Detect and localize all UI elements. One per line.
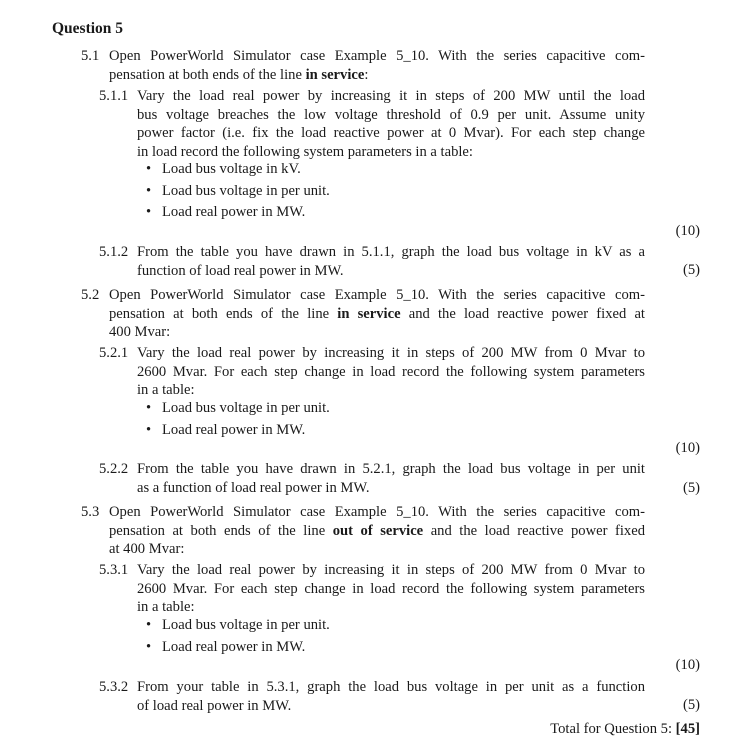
q521-text — [137, 344, 645, 400]
bullet-text: Load bus voltage in per unit. — [162, 400, 330, 416]
bullet-text: Load bus voltage in per unit. — [162, 183, 330, 199]
bullet-icon: • — [146, 161, 152, 177]
q53-number: 5.3 — [81, 504, 100, 520]
q532-number: 5.3.2 — [99, 679, 129, 695]
question-title: Question 5 — [52, 20, 124, 37]
q531-bullet-1 — [146, 616, 330, 634]
total-label: Total for Question 5: — [550, 721, 673, 737]
q53-out-of-service: out of service — [332, 522, 424, 539]
bullet-icon: • — [146, 422, 152, 438]
q531-line3: in a table: — [137, 599, 195, 616]
q51-text — [109, 47, 645, 84]
q511-text — [137, 87, 645, 161]
q51-line2 — [109, 66, 645, 85]
q532-text — [137, 678, 645, 715]
q522-line1: From the table you have drawn in 5.2.1, graph the load bus voltage in per unit — [137, 461, 645, 477]
question-total — [550, 720, 700, 738]
q52-in-service: in service — [337, 305, 401, 322]
q53-line3: at 400 Mvar: — [109, 541, 185, 558]
q53-text — [109, 503, 645, 559]
bullet-text: Load bus voltage in per unit. — [162, 617, 330, 633]
q511-line1: Vary the load real power by increasing it in steps of 200 MW until the load — [137, 88, 645, 104]
q531-number: 5.3.1 — [99, 562, 129, 578]
q511-number: 5.1.1 — [99, 88, 129, 104]
q531-line1: Vary the load real power by increasing it in steps of 200 MW from 0 Mvar to — [137, 562, 645, 578]
q52-line3: 400 Mvar: — [109, 324, 171, 341]
q51-line1: Open PowerWorld Simulator case Example 5_10. With the series capacitive com- — [109, 48, 645, 64]
q531-text — [137, 561, 645, 617]
q512-text — [137, 243, 645, 280]
q531-line2: 2600 Mvar. For each step change in load record the following system parameters — [137, 580, 645, 597]
q531-marks: (10) — [675, 657, 700, 673]
q521-line1: Vary the load real power by increasing it in steps of 200 MW from 0 Mvar to — [137, 345, 645, 361]
bullet-text: Load real power in MW. — [162, 639, 306, 655]
q52-line2-pre: pensation at both ends of the line — [109, 305, 338, 322]
q51-line2-post: : — [364, 66, 369, 83]
q522-line2: as a function of load real power in MW. — [137, 479, 370, 496]
q512-number: 5.1.2 — [99, 244, 129, 260]
q511-bullet-1 — [146, 160, 301, 178]
q52-line2 — [109, 305, 645, 324]
q522-text — [137, 460, 645, 497]
q512-line2: function of load real power in MW. — [137, 262, 344, 279]
q51-in-service: in service — [305, 66, 365, 83]
q53-line2-post: and the load reactive power fixed — [423, 522, 645, 539]
q53-line2 — [109, 522, 645, 541]
q511-bullet-2 — [146, 182, 330, 200]
q512-marks: (5) — [682, 262, 700, 278]
bullet-text: Load real power in MW. — [162, 204, 306, 220]
q521-line2: 2600 Mvar. For each step change in load record the following system parameters — [137, 363, 645, 380]
q51-line2-pre: pensation at both ends of the line — [109, 66, 306, 83]
q521-bullet-1 — [146, 399, 330, 417]
q51-number: 5.1 — [81, 48, 100, 64]
q521-marks: (10) — [675, 440, 700, 456]
q52-line2-post: and the load reactive power fixed at — [400, 305, 645, 322]
bullet-text: Load bus voltage in kV. — [162, 161, 301, 177]
q511-line4: in load record the following system parameters in a table: — [137, 143, 473, 160]
q511-bullet-3 — [146, 203, 305, 221]
q522-number: 5.2.2 — [99, 461, 129, 477]
q512-line1: From the table you have drawn in 5.1.1, graph the load bus voltage in kV as a — [137, 244, 645, 260]
q52-line1: Open PowerWorld Simulator case Example 5_10. With the series capacitive com- — [109, 287, 645, 303]
bullet-icon: • — [146, 400, 152, 416]
q52-text — [109, 286, 645, 342]
q531-bullet-2 — [146, 638, 305, 656]
q521-number: 5.2.1 — [99, 345, 129, 361]
q511-line2: bus voltage breaches the low voltage threshold of 0.9 per unit. Assume unity — [137, 106, 645, 123]
q52-number: 5.2 — [81, 287, 100, 303]
q532-marks: (5) — [682, 697, 700, 713]
bullet-text: Load real power in MW. — [162, 422, 306, 438]
q511-line3: power factor (i.e. fix the load reactive power at 0 Mvar). For each step change — [137, 125, 645, 142]
q532-line2: of load real power in MW. — [137, 697, 292, 714]
q53-line1: Open PowerWorld Simulator case Example 5_10. With the series capacitive com- — [109, 504, 645, 520]
q53-line2-pre: pensation at both ends of the line — [109, 522, 333, 539]
bullet-icon: • — [146, 639, 152, 655]
q522-marks: (5) — [682, 480, 700, 496]
q532-line1: From your table in 5.3.1, graph the load bus voltage in per unit as a function — [137, 679, 645, 695]
bullet-icon: • — [146, 204, 152, 220]
bullet-icon: • — [146, 617, 152, 633]
bullet-icon: • — [146, 183, 152, 199]
q521-bullet-2 — [146, 421, 305, 439]
total-value: [45] — [675, 721, 700, 737]
q511-marks: (10) — [675, 223, 700, 239]
q521-line3: in a table: — [137, 382, 195, 399]
